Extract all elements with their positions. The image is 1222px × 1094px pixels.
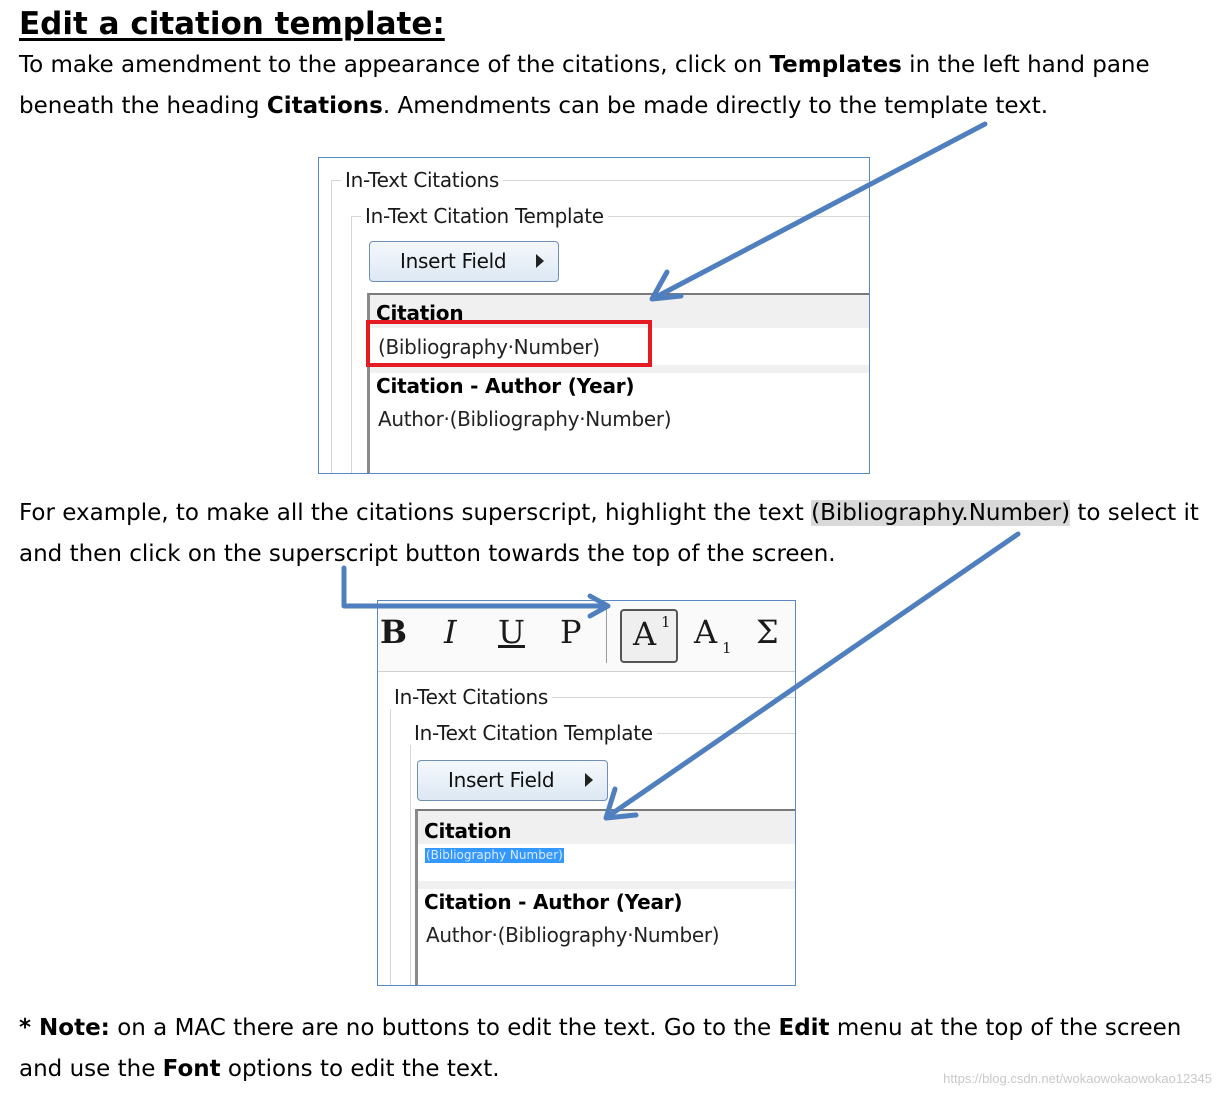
citations-term: Citations [266, 93, 383, 119]
example-paragraph [19, 493, 1219, 575]
template-panel-before [318, 157, 870, 474]
text-run: For example, to make all the citations superscript, highlight the text [19, 500, 812, 526]
chevron-right-icon [585, 773, 593, 787]
highlighted-field-text: (Bibliography.Number) [811, 500, 1071, 526]
in-text-citations-label: In-Text Citations [390, 685, 552, 709]
subscript-letter: A [694, 613, 718, 651]
author-year-heading: Citation - Author (Year) [376, 374, 635, 398]
subscript-button[interactable] [692, 609, 736, 663]
formatting-toolbar [378, 601, 796, 672]
text-run: in the left hand pane beneath the heading [19, 52, 1150, 119]
text-run: To make amendment to the appearance of the citations, click on [19, 52, 770, 78]
text-run: on a MAC there are no buttons to edit the text. Go to the [109, 1015, 779, 1041]
plain-button[interactable]: P [560, 613, 582, 651]
insert-field-button[interactable] [417, 760, 608, 801]
text-run: menu at the top of the screen and use the [19, 1015, 1182, 1082]
superscript-letter: A [633, 615, 657, 653]
citation-template-label: In-Text Citation Template [410, 721, 657, 745]
insert-field-label: Insert Field [448, 768, 555, 792]
toolbar-divider [606, 607, 607, 663]
superscript-mark: 1 [661, 613, 671, 631]
watermark: https://blog.csdn.net/wokaowokaowokao12345 [943, 1071, 1212, 1086]
text-run: . Amendments can be made directly to the template text. [382, 93, 1049, 119]
page-title: Edit a citation template: [19, 6, 445, 42]
text-run: to select it and then click on the superscript button towards the top of the screen. [19, 500, 1199, 567]
citation-heading: Citation [424, 819, 512, 843]
citation-template-label: In-Text Citation Template [361, 204, 608, 228]
italic-button[interactable]: I [444, 613, 457, 651]
insert-field-button[interactable] [369, 241, 559, 282]
font-term: Font [162, 1056, 221, 1082]
templates-term: Templates [769, 52, 902, 78]
insert-field-label: Insert Field [400, 249, 507, 273]
in-text-citations-label: In-Text Citations [341, 168, 503, 192]
superscript-button[interactable] [620, 609, 678, 663]
note-label: * Note: [19, 1015, 110, 1041]
author-year-heading: Citation - Author (Year) [424, 890, 683, 914]
edit-menu-term: Edit [778, 1015, 830, 1041]
highlight-red-box [366, 320, 652, 367]
chevron-right-icon [536, 254, 544, 268]
intro-paragraph [19, 45, 1214, 127]
template-editor[interactable] [415, 809, 796, 986]
text-run: options to edit the text. [220, 1056, 500, 1082]
subscript-mark: 1 [722, 639, 732, 657]
bold-button[interactable]: B [380, 613, 408, 651]
selected-citation-text[interactable]: (Bibliography Number) [426, 848, 563, 862]
author-template-text[interactable]: Author·(Bibliography·Number) [426, 923, 720, 947]
underline-button[interactable]: U [498, 613, 525, 651]
author-template-text[interactable]: Author·(Bibliography·Number) [378, 407, 672, 431]
template-panel-after [377, 600, 796, 986]
citation-template-text[interactable]: (Bibliography·Number) [378, 335, 600, 359]
author-row-strip [418, 881, 796, 889]
symbol-button[interactable]: Σ [756, 613, 779, 651]
citation-heading: Citation [376, 301, 464, 325]
